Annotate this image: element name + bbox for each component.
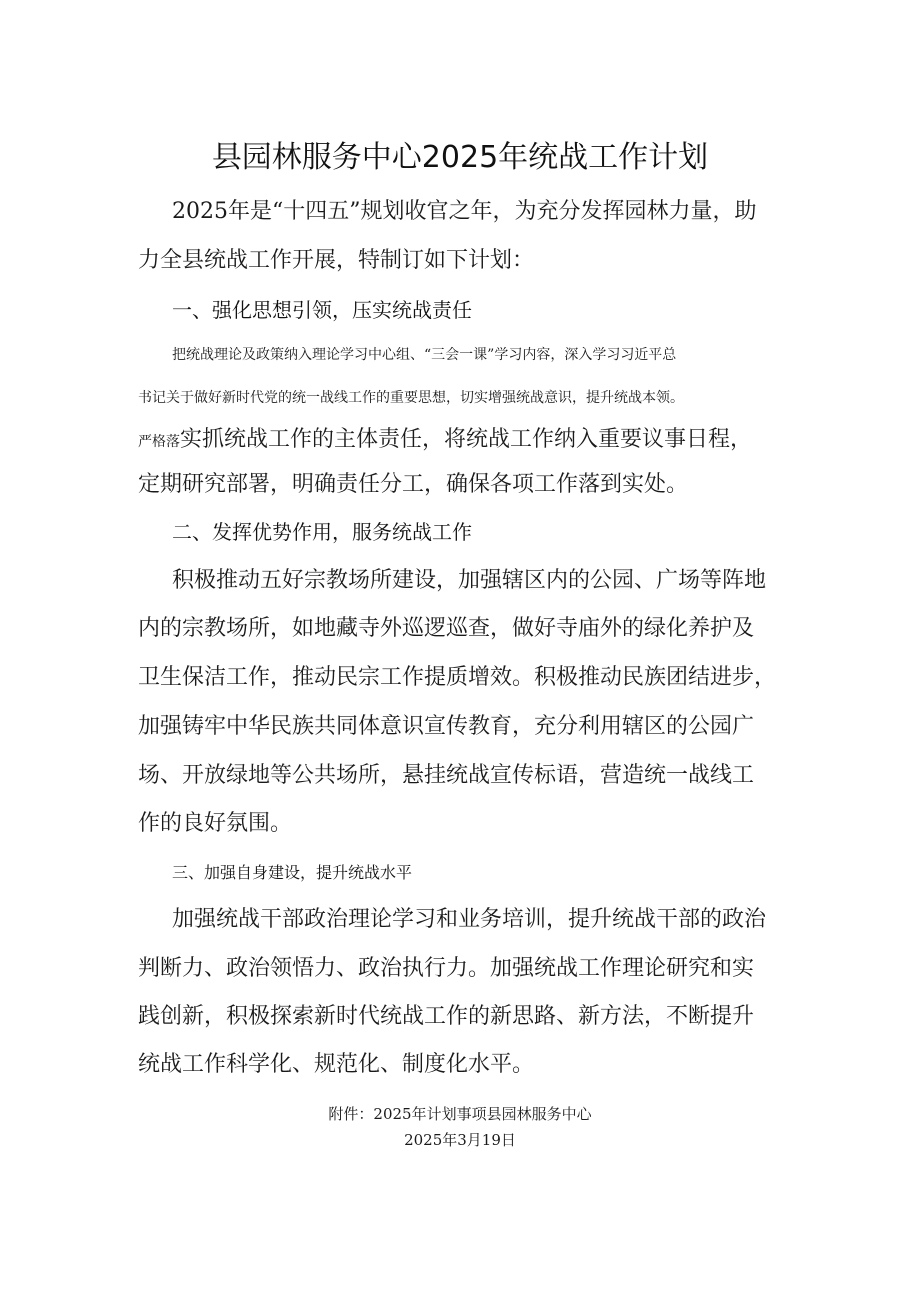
intro-line-2: 力全县统战工作开展，特制订如下计划： bbox=[138, 248, 535, 273]
section-2-line-3: 卫生保洁工作，推动民宗工作提质增效。积极推动民族团结进步， bbox=[138, 665, 777, 690]
section-3-line-1: 加强统战干部政治理论学习和业务培训，提升统战干部的政治 bbox=[172, 907, 767, 932]
section-1-line-1: 定期研究部署，明确责任分工，确保各项工作落到实处。 bbox=[138, 472, 689, 497]
section-2-line-2: 内的宗教场所，如地藏寺外巡逻巡查，做好寺庙外的绿化养护及 bbox=[138, 616, 755, 641]
attachment-note: 附件：2025年计划事项县园林服务中心 bbox=[328, 1105, 592, 1123]
section-2-line-6: 作的良好氛围。 bbox=[138, 811, 293, 836]
intro-line-1: 2025年是“十四五”规划收官之年，为充分发挥园林力量，助 bbox=[172, 199, 757, 224]
section-1-heading: 一、强化思想引领，压实统战责任 bbox=[172, 298, 472, 322]
section-2-heading: 二、发挥优势作用，服务统战工作 bbox=[172, 520, 472, 544]
section-3-line-4: 统战工作科学化、规范化、制度化水平。 bbox=[138, 1052, 535, 1077]
section-1-mixed-big: 实抓统战工作的主体责任，将统战工作纳入重要议事日程， bbox=[180, 427, 753, 452]
document-date: 2025年3月19日 bbox=[404, 1131, 516, 1149]
section-1-mixed-line bbox=[138, 425, 752, 457]
document-title: 县园林服务中心2025年统战工作计划 bbox=[211, 140, 709, 175]
section-3-line-3: 践创新，积极探索新时代统战工作的新思路、新方法，不断提升 bbox=[138, 1004, 755, 1029]
section-2-line-5: 场、开放绿地等公共场所，悬挂统战宣传标语，营造统一战线工 bbox=[138, 763, 755, 788]
section-3-line-2: 判断力、政治领悟力、政治执行力。加强统战工作理论研究和实 bbox=[138, 956, 755, 981]
section-1-small-line-2: 书记关于做好新时代党的统一战线工作的重要思想，切实增强统战意识，提升统战本领。 bbox=[138, 390, 684, 406]
section-2-line-4: 加强铸牢中华民族共同体意识宣传教育，充分利用辖区的公园广 bbox=[138, 714, 755, 739]
section-1-small-line-1: 把统战理论及政策纳入理论学习中心组、“三会一课”学习内容，深入学习习近平总 bbox=[172, 347, 677, 363]
section-2-line-1: 积极推动五好宗教场所建设，加强辖区内的公园、广场等阵地 bbox=[172, 568, 767, 593]
section-3-heading: 三、加强自身建设，提升统战水平 bbox=[172, 863, 413, 882]
section-1-mixed-small: 严格落 bbox=[138, 434, 180, 450]
